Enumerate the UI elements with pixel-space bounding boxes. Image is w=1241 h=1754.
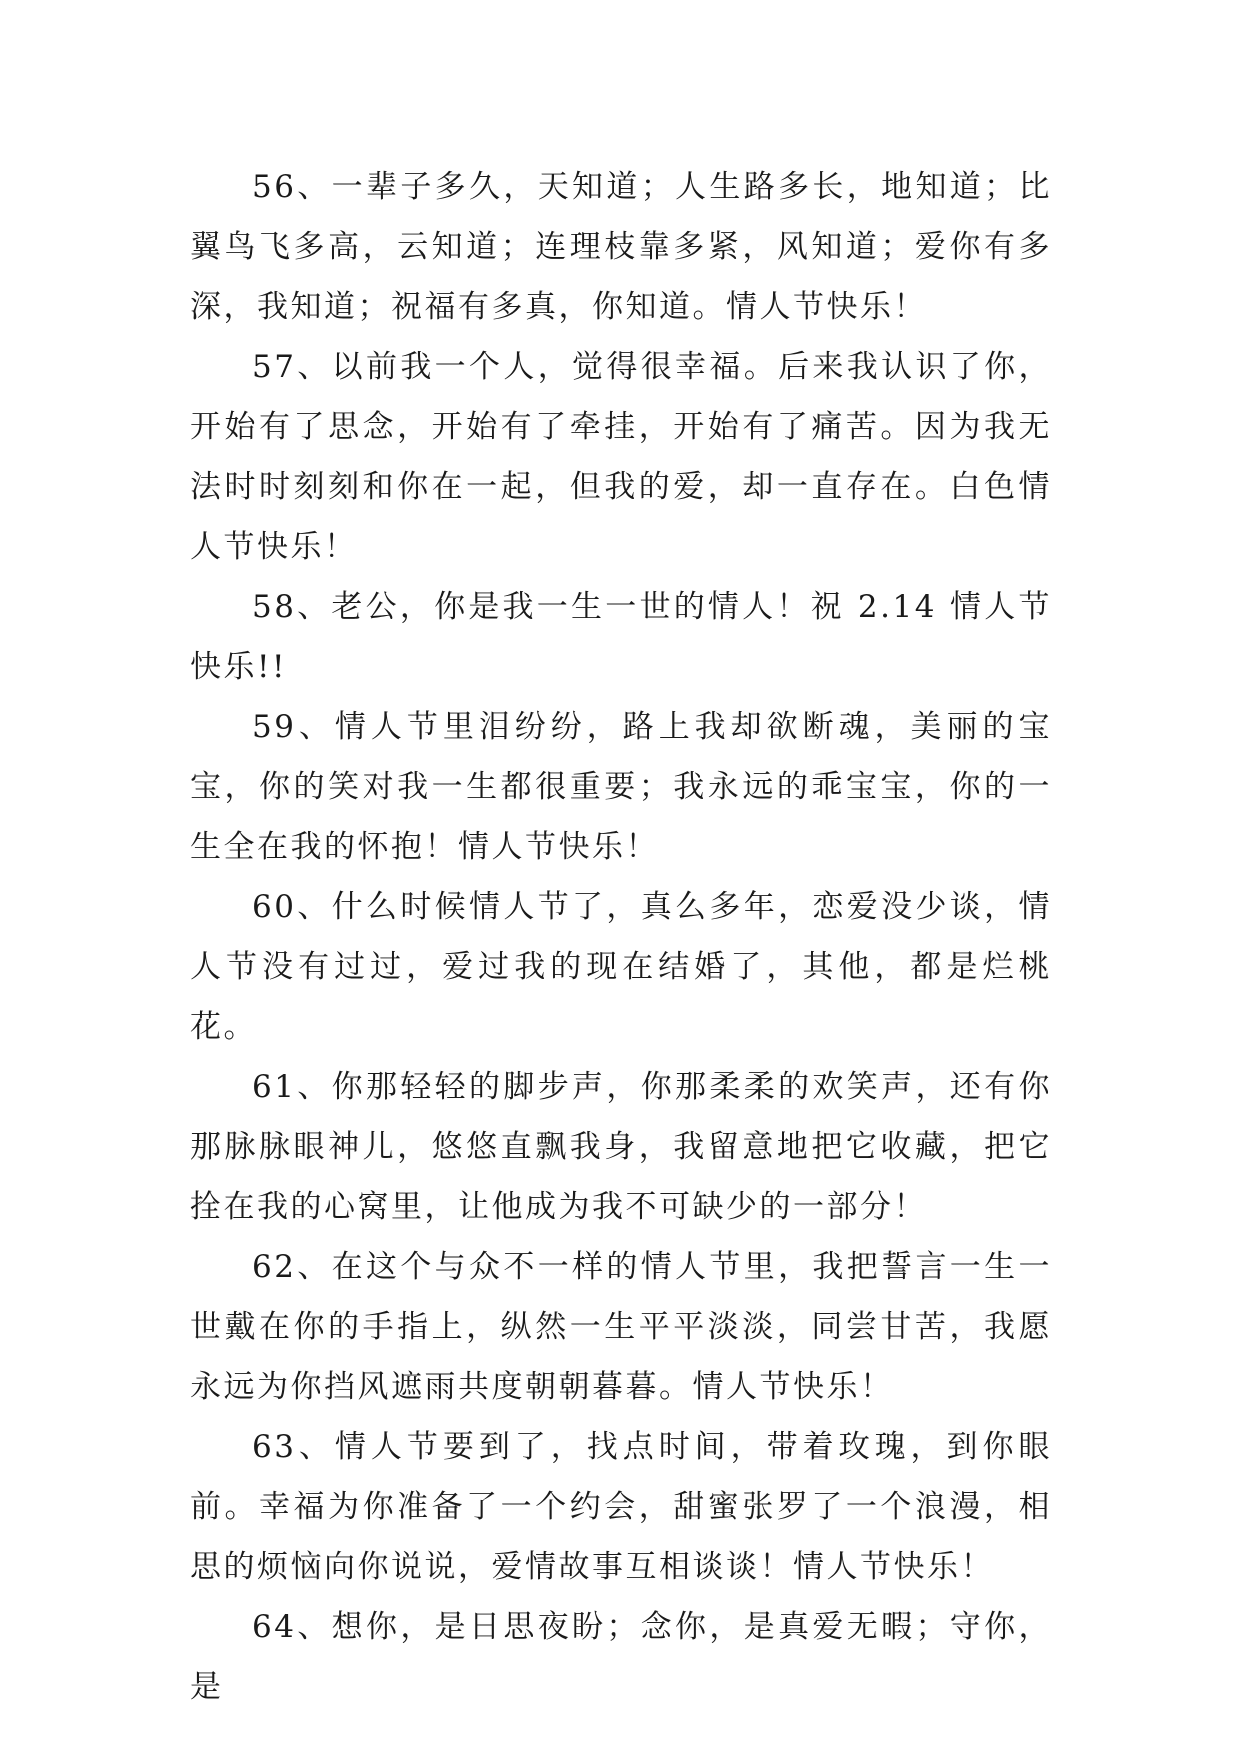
paragraph-59: 59、情人节里泪纷纷，路上我却欲断魂，美丽的宝宝，你的笑对我一生都很重要；我永远的乖宝宝，你的一生全在我的怀抱！情人节快乐！ xyxy=(190,709,1052,865)
paragraph-61: 61、你那轻轻的脚步声，你那柔柔的欢笑声，还有你那脉脉眼神儿，悠悠直飘我身，我留意地把它收藏，把它拴在我的心窝里，让他成为我不可缺少的一部分！ xyxy=(190,1069,1052,1225)
paragraph-64: 64、想你，是日思夜盼；念你，是真爱无暇；守你，是 xyxy=(190,1609,1052,1705)
paragraph-60: 60、什么时候情人节了，真么多年，恋爱没少谈，情人节没有过过，爱过我的现在结婚了，其他，都是烂桃花。 xyxy=(190,889,1052,1045)
paragraph-62: 62、在这个与众不一样的情人节里，我把誓言一生一世戴在你的手指上，纵然一生平平淡淡，同尝甘苦，我愿永远为你挡风遮雨共度朝朝暮暮。情人节快乐！ xyxy=(190,1249,1052,1405)
paragraph-58: 58、老公，你是我一生一世的情人！祝 2.14 情人节快乐!! xyxy=(190,589,1052,685)
paragraph-63: 63、情人节要到了，找点时间，带着玫瑰，到你眼前。幸福为你准备了一个约会，甜蜜张罗了一个浪漫，相思的烦恼向你说说，爱情故事互相谈谈！情人节快乐！ xyxy=(190,1429,1052,1585)
document-body xyxy=(190,157,1052,1717)
paragraph-56: 56、一辈子多久，天知道；人生路多长，地知道；比翼鸟飞多高，云知道；连理枝靠多紧，风知道；爱你有多深，我知道；祝福有多真，你知道。情人节快乐！ xyxy=(190,169,1052,325)
paragraph-57: 57、以前我一个人，觉得很幸福。后来我认识了你，开始有了思念，开始有了牵挂，开始有了痛苦。因为我无法时时刻刻和你在一起，但我的爱，却一直存在。白色情人节快乐！ xyxy=(190,349,1052,565)
